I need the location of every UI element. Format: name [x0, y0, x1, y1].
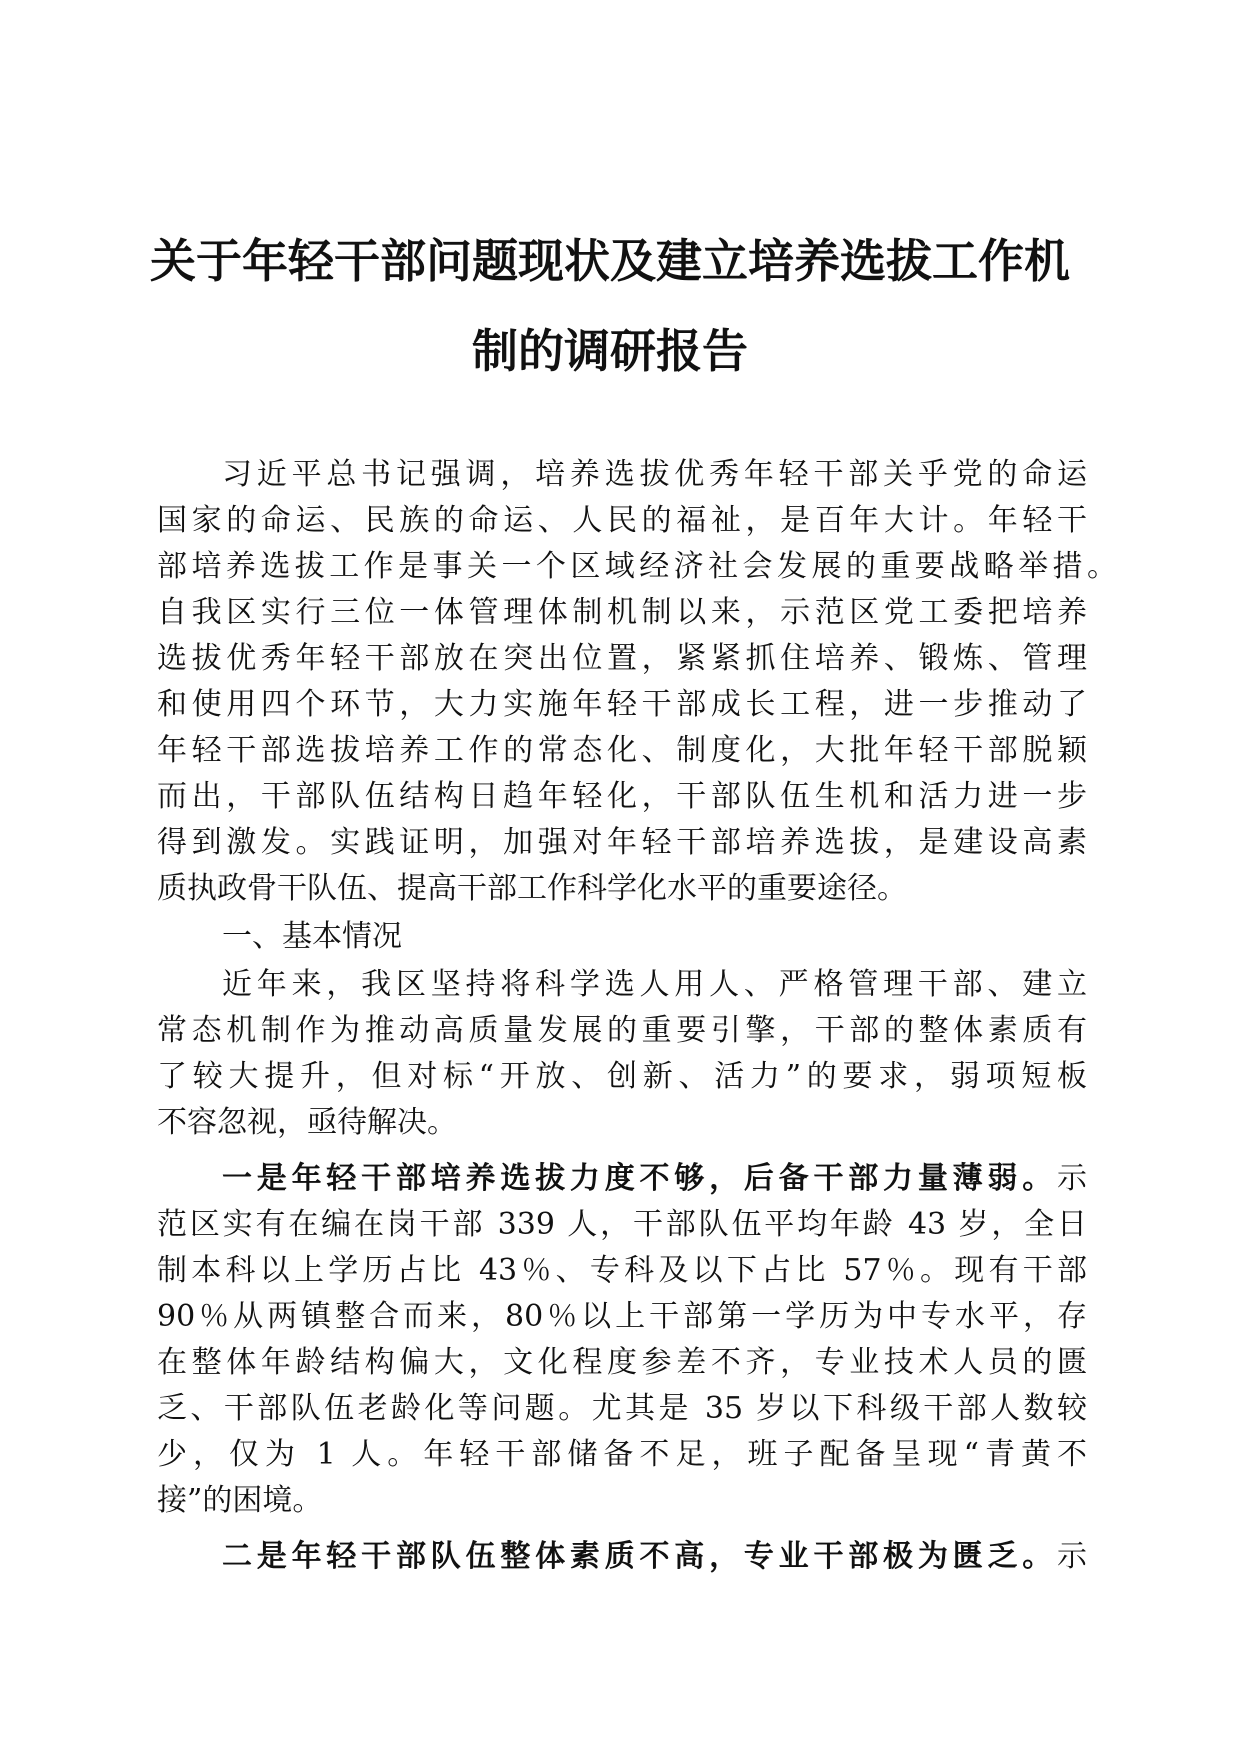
- section1-line: 了较大提升，但对标“开放、创新、活力”的要求，弱项短板: [157, 1059, 1087, 1094]
- intro-line: 自我区实行三位一体管理体制机制以来，示范区党工委把培养: [157, 595, 1087, 630]
- intro-line: 得到激发。实践证明，加强对年轻干部培养选拔，是建设高素: [157, 825, 1087, 860]
- point1-line: 90％从两镇整合而来，80％以上干部第一学历为中专水平，存: [157, 1299, 1087, 1334]
- point2-bold-lead: 二是年轻干部队伍整体素质不高，专业干部极为匮乏。: [222, 1539, 1057, 1574]
- intro-line: 部培养选拔工作是事关一个区域经济社会发展的重要战略举措。: [157, 549, 1117, 584]
- point1-first-tail: 示: [1057, 1161, 1087, 1196]
- intro-line: 选拔优秀年轻干部放在突出位置，紧紧抓住培养、锻炼、管理: [157, 641, 1087, 676]
- section1-line: 不容忽视，亟待解决。: [157, 1105, 457, 1140]
- document-title-line-1: 关于年轻干部问题现状及建立培养选拔工作机: [150, 234, 1070, 288]
- intro-line: 质执政骨干队伍、提高干部工作科学化水平的重要途径。: [157, 871, 907, 906]
- point1-line: 范区实有在编在岗干部 339 人，干部队伍平均年龄 43 岁，全日: [157, 1207, 1087, 1242]
- point2-first-line: [222, 1534, 1087, 1580]
- intro-line: 和使用四个环节，大力实施年轻干部成长工程，进一步推动了: [157, 687, 1087, 722]
- intro-line: 习近平总书记强调，培养选拔优秀年轻干部关乎党的命运: [222, 457, 1087, 492]
- intro-line: 年轻干部选拔培养工作的常态化、制度化，大批年轻干部脱颖: [157, 733, 1087, 768]
- section-heading-basic-situation: 一、基本情况: [222, 919, 402, 954]
- point1-line: 接”的困境。: [157, 1483, 323, 1518]
- section1-line: 近年来，我区坚持将科学选人用人、严格管理干部、建立: [222, 967, 1087, 1002]
- point1-line: 在整体年龄结构偏大，文化程度参差不齐，专业技术人员的匮: [157, 1345, 1087, 1380]
- point1-line: 乏、干部队伍老龄化等问题。尤其是 35 岁以下科级干部人数较: [157, 1391, 1087, 1426]
- point1-first-line: [222, 1156, 1087, 1202]
- section1-line: 常态机制作为推动高质量发展的重要引擎，干部的整体素质有: [157, 1013, 1087, 1048]
- intro-line: 而出，干部队伍结构日趋年轻化，干部队伍生机和活力进一步: [157, 779, 1087, 814]
- document-title-line-2: 制的调研报告: [472, 324, 748, 378]
- intro-line: 国家的命运、民族的命运、人民的福祉，是百年大计。年轻干: [157, 503, 1087, 538]
- point1-line: 制本科以上学历占比 43％、专科及以下占比 57％。现有干部: [157, 1253, 1087, 1288]
- point1-bold-lead: 一是年轻干部培养选拔力度不够，后备干部力量薄弱。: [222, 1161, 1057, 1196]
- point2-first-tail: 示: [1057, 1539, 1087, 1574]
- point1-line: 少，仅为 1 人。年轻干部储备不足，班子配备呈现“青黄不: [157, 1437, 1087, 1472]
